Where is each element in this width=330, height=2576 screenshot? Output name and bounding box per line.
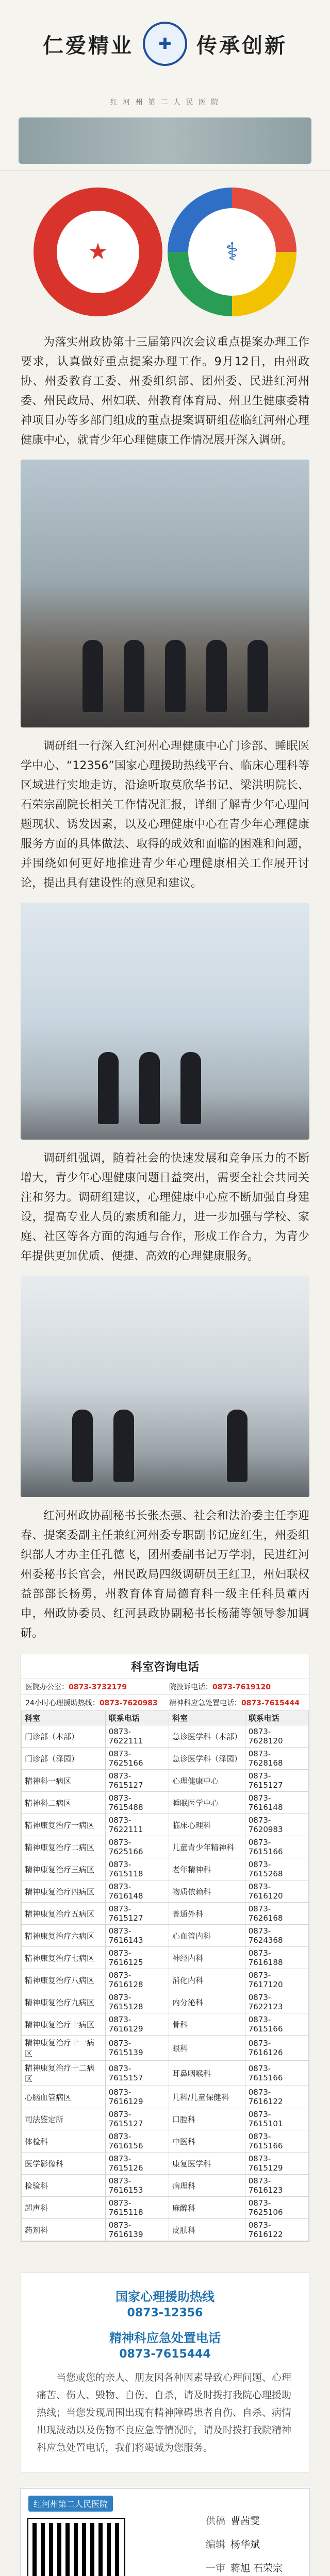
table-header-2: 科室 <box>169 1711 245 1725</box>
department-cell: 老年精神科 <box>169 1858 245 1880</box>
phone-cell[interactable]: 0873-7615118 <box>105 2197 169 2219</box>
motto-right: 传承创新 <box>196 33 287 58</box>
credit-item: 编辑 杨华斌 <box>206 2539 260 2550</box>
table-row <box>22 1858 309 1880</box>
mental-health-center-emblem-icon: ⚕ <box>168 188 296 316</box>
department-cell: 急诊医学科（泽园） <box>169 1748 245 1770</box>
header-banner <box>0 0 330 171</box>
phone-cell[interactable]: 0873-7622111 <box>105 1814 169 1836</box>
department-cell: 物质依赖科 <box>169 1880 245 1903</box>
department-cell: 精神康复治疗二病区 <box>22 1836 106 1858</box>
intro-paragraph-4: 红河州政协副秘书长张杰强、社会和法治委主任李迎春、提案委副主任兼红河州委专职副书记庞红生，州委组织部人才办主任孔德飞，团州委副书记万学羽，民进红河州委秘书长官会，州民政局四级调研员王红卫，州妇联权益部部长杨勇，州教育体育局德育科一级主任科员董丙申，州政协委员、红河县政协副秘书长杨蒲等领导参加调研。 <box>21 1510 309 1640</box>
table-row <box>22 1814 309 1836</box>
table-row <box>22 2086 309 2108</box>
department-cell: 心理健康中心 <box>169 1770 245 1792</box>
phone-cell[interactable]: 0873-7616129 <box>105 2086 169 2108</box>
department-cell: 急诊医学科（本部） <box>169 1725 245 1748</box>
table-row <box>22 2175 309 2197</box>
department-cell: 精神康复治疗三病区 <box>22 1858 106 1880</box>
table-row <box>22 1748 309 1770</box>
photo-hotline-room <box>21 903 309 1140</box>
phone-cell[interactable]: 0873-7624368 <box>245 1925 308 1947</box>
phone-cell[interactable]: 0873-7625166 <box>105 1748 169 1770</box>
table-title: 科室咨询电话 <box>130 1661 199 1674</box>
phone-cell[interactable]: 0873-7615166 <box>245 2061 308 2086</box>
wechat-account-title: 红河州第二人民医院 <box>28 2496 113 2512</box>
department-cell: 口腔科 <box>169 2108 245 2130</box>
department-cell: 精神康复治疗一病区 <box>22 1814 106 1836</box>
table-row <box>22 2013 309 2036</box>
department-cell: 药剂科 <box>22 2219 106 2241</box>
department-cell: 普通外科 <box>169 1903 245 1925</box>
phone-cell[interactable]: 0873-7615268 <box>245 1858 308 1880</box>
department-cell: 精神科二病区 <box>22 1792 106 1814</box>
photo-corridor-visit <box>21 460 309 727</box>
phone-cell[interactable]: 0873-7615126 <box>105 2153 169 2175</box>
phone-cell[interactable]: 0873-7616139 <box>105 2219 169 2241</box>
phone-cell[interactable]: 0873-7622111 <box>105 1725 169 1748</box>
department-cell: 医学影像科 <box>22 2153 106 2175</box>
department-cell: 病理科 <box>169 2175 245 2197</box>
psych-hotline-number[interactable]: 0873-12356 <box>127 2307 203 2319</box>
department-cell: 精神康复治疗五病区 <box>22 1903 106 1925</box>
department-cell: 精神康复治疗十一病区 <box>22 2036 106 2061</box>
table-row <box>22 1903 309 1925</box>
emergency-hotline-number[interactable]: 0873-7615444 <box>119 2348 211 2361</box>
phone-cell[interactable]: 0873-7615157 <box>105 2061 169 2086</box>
phone-cell[interactable]: 0873-7615166 <box>245 1836 308 1858</box>
table-row <box>22 1969 309 1991</box>
department-cell: 临床心理科 <box>169 1814 245 1836</box>
department-cell: 皮肤科 <box>169 2219 245 2241</box>
department-cell: 眼科 <box>169 2036 245 2061</box>
table-row <box>22 1770 309 1792</box>
department-cell: 精神康复治疗四病区 <box>22 1880 106 1903</box>
phone-cell[interactable]: 0873-7615127 <box>105 1903 169 1925</box>
table-row <box>22 1836 309 1858</box>
department-cell: 耳鼻咽喉科 <box>169 2061 245 2086</box>
department-cell: 精神康复治疗八病区 <box>22 1969 106 1991</box>
department-cell: 骨科 <box>169 2013 245 2036</box>
phone-cell[interactable]: 0873-7615166 <box>245 2130 308 2153</box>
credits-box <box>21 2488 309 2576</box>
department-cell: 精神康复治疗九病区 <box>22 1991 106 2013</box>
table-row <box>22 1725 309 1748</box>
department-cell: 康复医学科 <box>169 2153 245 2175</box>
table-header-0: 科室 <box>22 1711 106 1725</box>
department-cell: 睡眠医学中心 <box>169 1792 245 1814</box>
department-cell: 精神康复治疗七病区 <box>22 1947 106 1969</box>
phone-cell[interactable]: 0873-7626168 <box>245 1903 308 1925</box>
phone-cell[interactable]: 0873-7620983 <box>245 1814 308 1836</box>
phone-cell[interactable]: 0873-7616122 <box>245 2219 308 2241</box>
motto <box>0 22 330 66</box>
department-cell: 心血管内科 <box>169 1925 245 1947</box>
table-row <box>22 1991 309 2013</box>
table-row <box>22 1880 309 1903</box>
phone-cell[interactable]: 0873-7615127 <box>105 2108 169 2130</box>
phone-cell[interactable]: 0873-7616148 <box>105 1880 169 1903</box>
hotline-description: 当您或您的亲人、朋友因各种因素导致心理问题、心理痛苦、伤人、毁物、自伤、自杀，请及时拨打我院心理援助热线；当您发现周围出现有精神障碍患者自伤、自杀、病情出现波动以及伤物不良应急等情况时，请及时拨打我院精神科应急处置电话，我们将竭诚为您服务。 <box>37 2372 292 2453</box>
table-row <box>22 1792 309 1814</box>
phone-cell[interactable]: 0873-7616143 <box>105 1925 169 1947</box>
qr-code-icon[interactable] <box>28 2519 124 2576</box>
hotline-card <box>21 2273 309 2472</box>
phone-cell[interactable]: 0873-7616156 <box>105 2130 169 2153</box>
table-row <box>22 2153 309 2175</box>
phone-cell[interactable]: 0873-7615488 <box>105 1792 169 1814</box>
department-cell: 门诊部（本部） <box>22 1725 106 1748</box>
phone-cell[interactable]: 0873-7616122 <box>245 2086 308 2108</box>
phone-cell[interactable]: 0873-7628168 <box>245 1748 308 1770</box>
intro-paragraph-2: 调研组一行深入红河州心理健康中心门诊部、睡眠医学中心、“12356”国家心理援助热线平台、临床心理科等区域进行实地走访，沿途听取莫欣华书记、梁洪明院长、石荣宗副院长相关工作情况汇报，详细了解青少年心理问题现状、诱发因素，以及心理健康中心在青少年心理健康服务方面的具体做法、取得的成效和面临的困难和问题，并围绕如何更好地推进青少年心理健康相关工作展开讨论，提出具有建设性的意见和建议。 <box>21 740 309 890</box>
phone-cell[interactable]: 0873-7616123 <box>245 2175 308 2197</box>
phone-cell[interactable]: 0873-7628120 <box>245 1725 308 1748</box>
phone-cell[interactable]: 0873-7625166 <box>105 1836 169 1858</box>
psych-hotline-title: 国家心理援助热线 <box>116 2290 214 2304</box>
phone-cell[interactable]: 0873-7615101 <box>245 2108 308 2130</box>
credit-item: 一审 蒋旭 石荣宗 <box>206 2563 283 2574</box>
table-row <box>22 1947 309 1969</box>
department-cell: 超声科 <box>22 2197 106 2219</box>
table-row <box>22 2219 309 2241</box>
phone-cell[interactable]: 0873-7616129 <box>105 2013 169 2036</box>
photo-meeting-room <box>21 1276 309 1497</box>
hotline-row-1: 医院办公室：0873-3732179 院投诉电话：0873-7619120 <box>21 1679 309 1694</box>
department-cell: 儿童青少年精神科 <box>169 1836 245 1858</box>
phone-cell[interactable]: 0873-7615139 <box>105 2036 169 2061</box>
department-phone-table <box>21 1654 309 2242</box>
department-cell: 消化内科 <box>169 1969 245 1991</box>
directory-table <box>21 1710 309 2241</box>
hospital-subtitle: 红 河 州 第 二 人 民 医 院 <box>110 98 220 107</box>
phone-cell[interactable]: 0873-7616153 <box>105 2175 169 2197</box>
phone-cell[interactable]: 0873-7622123 <box>245 1991 308 2013</box>
department-cell: 麻醉科 <box>169 2197 245 2219</box>
motto-left: 仁爱精业 <box>43 33 134 58</box>
phone-cell[interactable]: 0873-7616188 <box>245 1947 308 1969</box>
table-row <box>22 2108 309 2130</box>
phone-cell[interactable]: 0873-7616120 <box>245 1880 308 1903</box>
department-cell: 精神康复治疗六病区 <box>22 1925 106 1947</box>
phone-cell[interactable]: 0873-7615129 <box>245 2153 308 2175</box>
department-cell: 中医科 <box>169 2130 245 2153</box>
phone-cell[interactable]: 0873-7615127 <box>245 1770 308 1792</box>
table-row <box>22 2197 309 2219</box>
table-header-1: 联系电话 <box>105 1711 169 1725</box>
department-cell: 儿科/儿童保健科 <box>169 2086 245 2108</box>
department-cell: 司法鉴定所 <box>22 2108 106 2130</box>
credit-item: 供稿 曹茜雯 <box>206 2515 260 2527</box>
phone-cell[interactable]: 0873-7617120 <box>245 1969 308 1991</box>
department-cell: 精神科一病区 <box>22 1770 106 1792</box>
phone-cell[interactable]: 0873-7615127 <box>105 1770 169 1792</box>
department-cell: 精神康复治疗十二病区 <box>22 2061 106 2086</box>
table-row <box>22 1925 309 1947</box>
phone-cell[interactable]: 0873-7616126 <box>245 2036 308 2061</box>
department-cell: 检验科 <box>22 2175 106 2197</box>
phone-cell[interactable]: 0873-7625106 <box>245 2197 308 2219</box>
phone-cell[interactable]: 0873-7616148 <box>245 1792 308 1814</box>
phone-cell[interactable]: 0873-7616125 <box>105 1947 169 1969</box>
logo-row <box>0 171 330 333</box>
department-cell: 门诊部（泽园） <box>22 1748 106 1770</box>
department-cell: 心脑血管病区 <box>22 2086 106 2108</box>
table-row <box>22 2130 309 2153</box>
department-cell: 内分泌科 <box>169 1991 245 2013</box>
phone-cell[interactable]: 0873-7616128 <box>105 1969 169 1991</box>
hotline-row-2: 24小时心理援助热线：0873-7620983 精神科应急处置电话：0873-7615444 <box>21 1694 309 1710</box>
intro-paragraph-3: 调研组强调，随着社会的快速发展和竞争压力的不断增大，青少年心理健康问题日益突出，需要全社会共同关注和努力。调研组建议，心理健康中心应不断加强自身建设，提高专业人员的素质和能力，进一步加强与学校、家庭、社区等各方面的沟通与合作，形成工作合力，为青少年提供更加优质、便捷、高效的心理健康服务。 <box>21 1152 309 1263</box>
department-cell: 精神康复治疗十病区 <box>22 2013 106 2036</box>
ink-wave-decoration <box>19 117 311 164</box>
hospital-logo-icon: ✚ <box>143 22 187 66</box>
proposal-seal-icon: ★ <box>34 188 162 316</box>
phone-cell[interactable]: 0873-7615166 <box>245 2013 308 2036</box>
table-header-3: 联系电话 <box>245 1711 308 1725</box>
phone-cell[interactable]: 0873-7615118 <box>105 1858 169 1880</box>
table-row <box>22 2061 309 2086</box>
phone-cell[interactable]: 0873-7615128 <box>105 1991 169 2013</box>
intro-paragraph-1: 为落实州政协第十三届第四次会议重点提案办理工作要求，认真做好重点提案办理工作。9月12日，由州政协、州委教育工委、州委组织部、团州委、民进红河州委、州民政局、州妇联、州教育体育局、州卫生健康委精神项目办等多部门组成的重点提案调研组莅临红河州心理健康中心，就青少年心理健康工作情况展开深入调研。 <box>21 336 309 447</box>
department-cell: 神经内科 <box>169 1947 245 1969</box>
department-cell: 体检科 <box>22 2130 106 2153</box>
table-row <box>22 2036 309 2061</box>
emergency-hotline-title: 精神科应急处置电话 <box>109 2331 221 2345</box>
credit-list <box>190 2488 309 2576</box>
